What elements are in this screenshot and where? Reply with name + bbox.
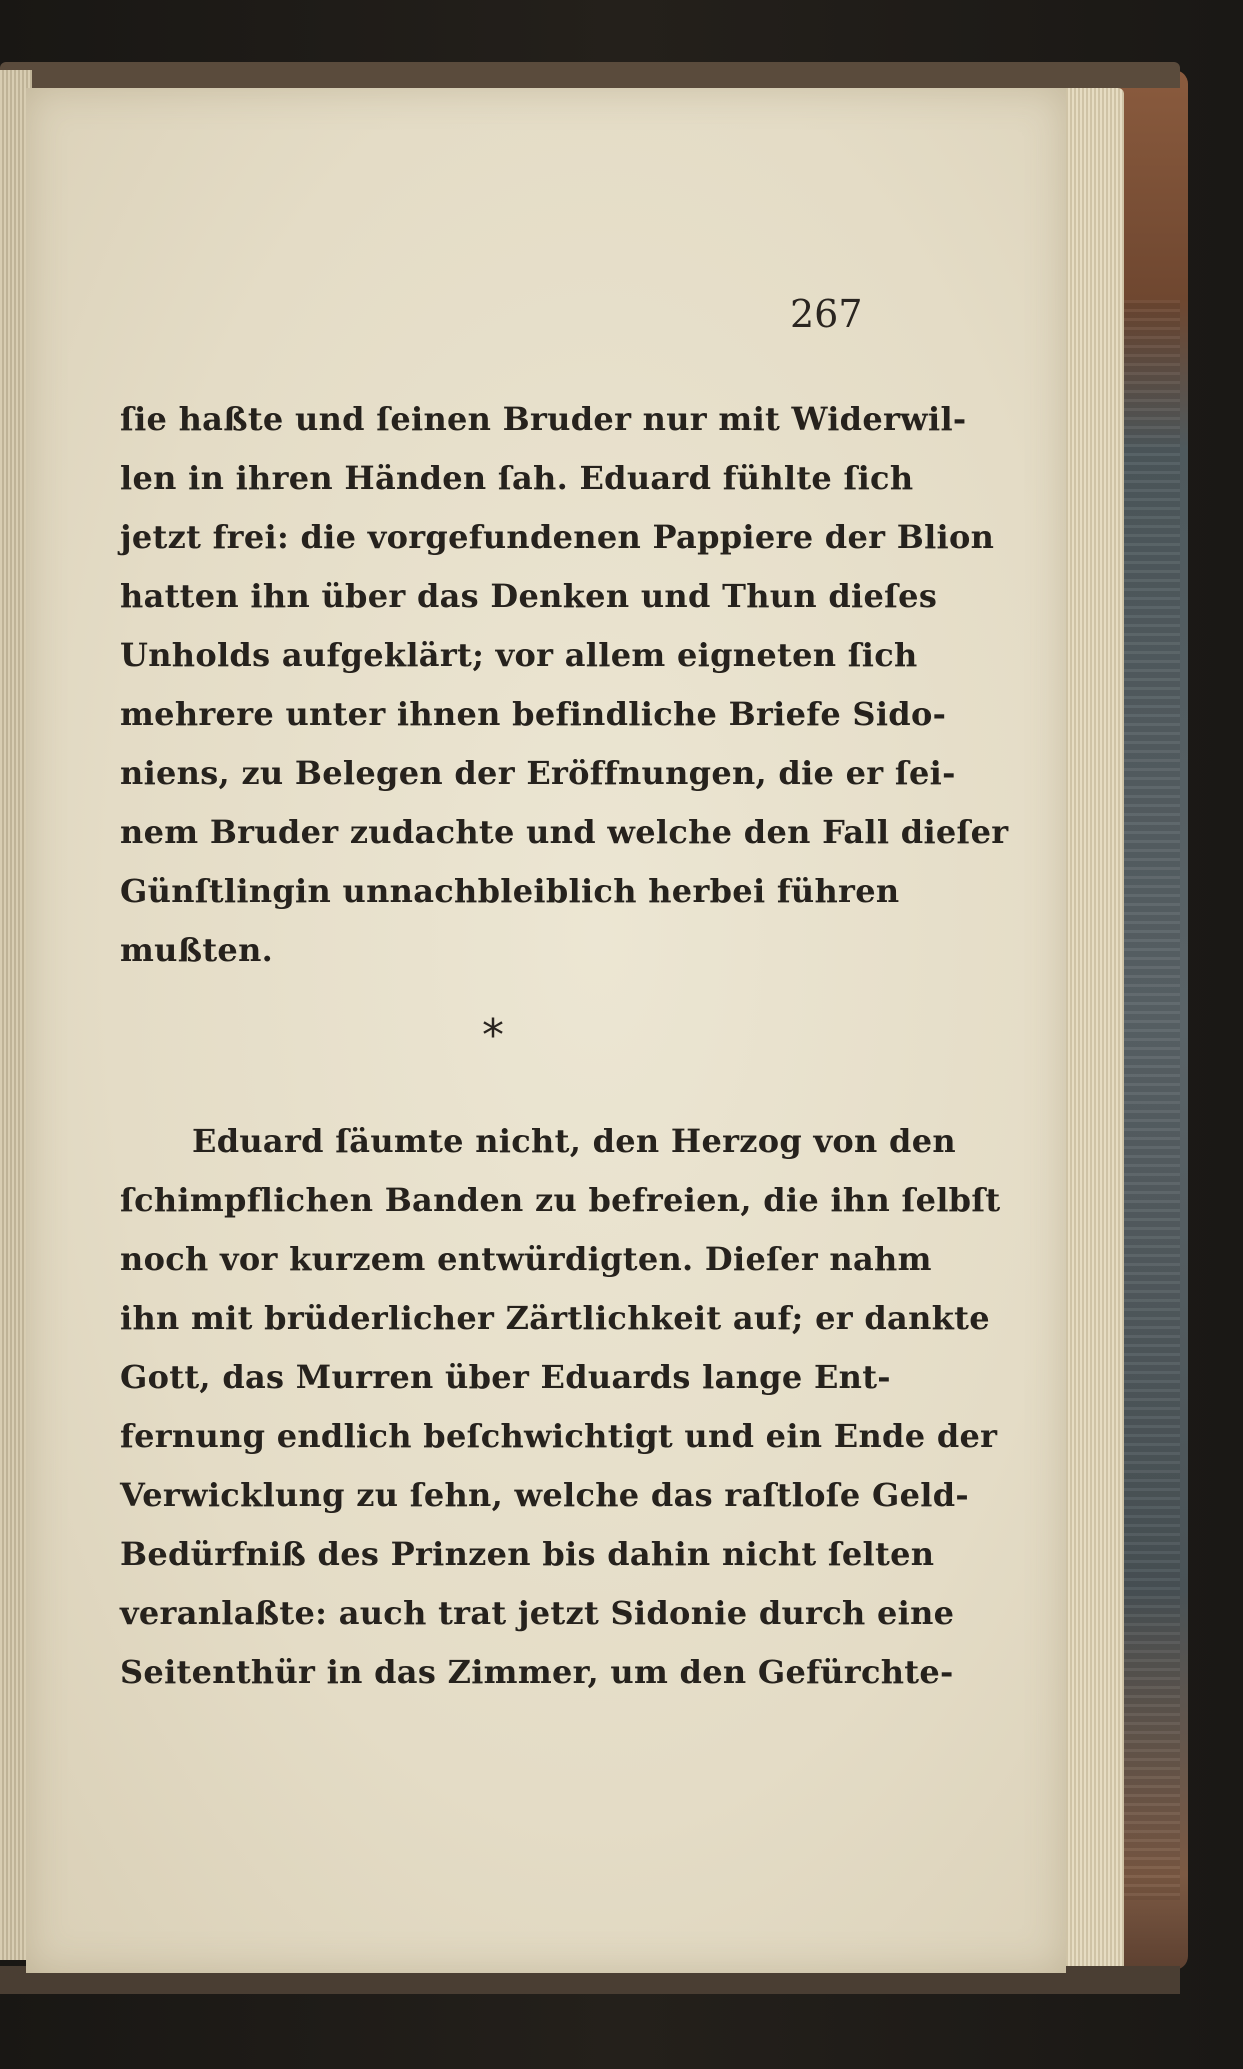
paragraph-two [120,1112,1001,1702]
cover-texture [1120,300,1180,1900]
text-line: len in ihren Händen ſah. Eduard fühlte ſich [120,459,914,497]
book-top-edge [0,62,1180,88]
text-line: veranlaßte: auch trat jetzt Sidonie durch eine [120,1594,955,1632]
text-line: Seitenthür in das Zimmer, um den Gefürchte- [120,1653,954,1691]
text-line: Gott, das Murren über Eduards lange Ent- [120,1358,891,1396]
text-line: mehrere unter ihnen befindliche Briefe Sido- [120,695,947,733]
text-line: hatten ihn über das Denken und Thun dieſes [120,577,938,615]
text-line: Bedürfniß des Prinzen bis dahin nicht ſelten [120,1535,935,1573]
text-line: Verwicklung zu ſehn, welche das raſtloſe Geld- [120,1476,969,1514]
text-line: fernung endlich beſchwichtigt und ein Ende der [120,1417,998,1455]
text-line: jetzt frei: die vorgefundenen Pappiere der Blion [120,518,995,556]
text-line: niens, zu Belegen der Eröffnungen, die er ſei- [120,754,956,792]
text-line: mußten. [120,931,274,969]
text-line: ihn mit brüderlicher Zärtlichkeit auf; er dankte [120,1299,990,1337]
text-line: Unholds aufgeklärt; vor allem eigneten ſich [120,636,918,674]
paragraph-one [120,390,1009,980]
text-line: ſchimpflichen Banden zu befreien, die ihn ſelbſt [120,1181,1001,1219]
text-line: ſie haßte und ſeinen Bruder nur mit Widerwil- [120,400,967,438]
text-line: Eduard ſäumte nicht, den Herzog von den [192,1122,956,1160]
right-page-edges [1060,88,1124,1978]
text-line: nem Bruder zudachte und welche den Fall dieſer [120,813,1009,851]
text-line: noch vor kurzem entwürdigten. Dieſer nahm [120,1240,932,1278]
page-number: 267 [790,292,863,336]
section-separator: * [482,1010,504,1061]
text-line: Günſtlingin unnachbleiblich herbei führen [120,872,900,910]
